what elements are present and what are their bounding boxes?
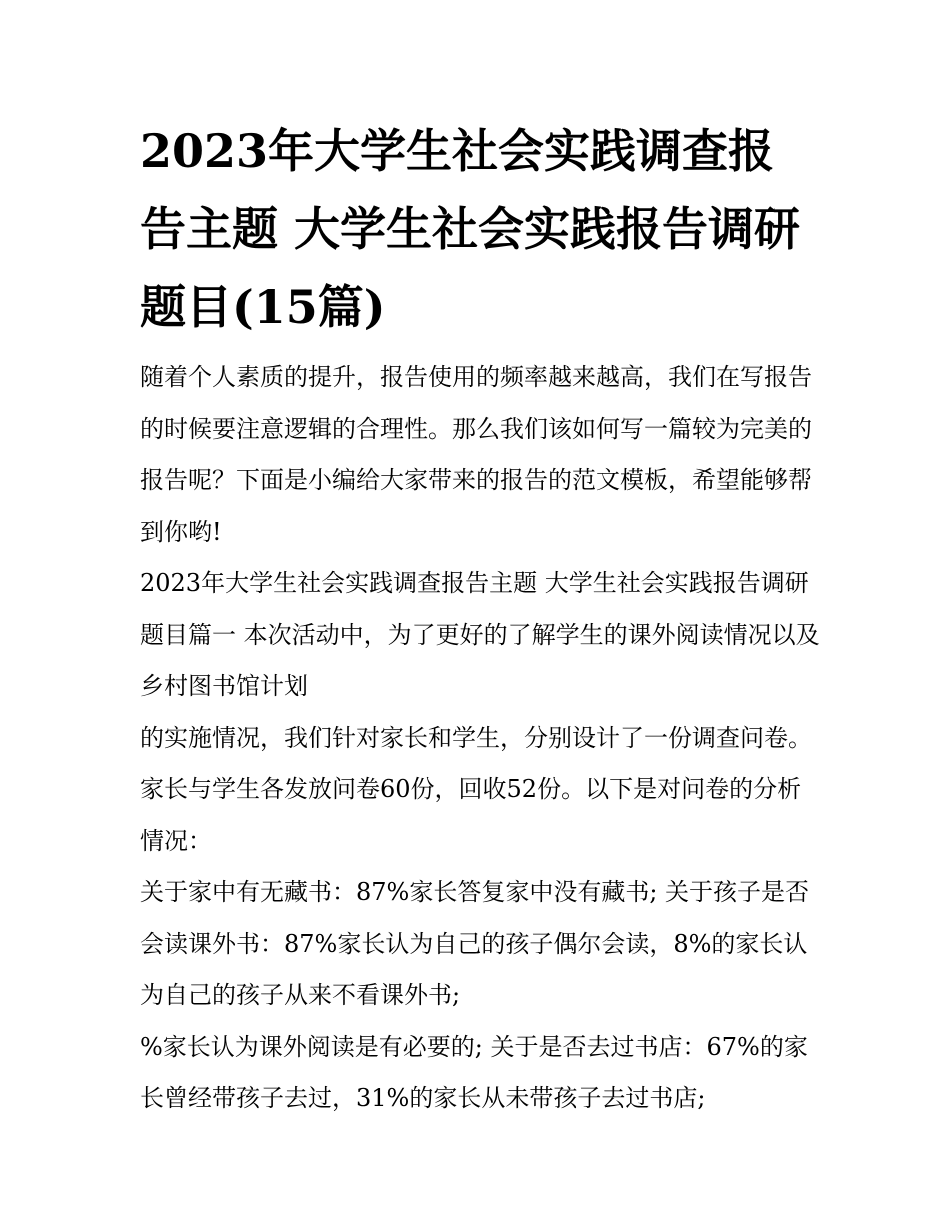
findings-paragraph-2: %家长认为课外阅读是有必要的; 关于是否去过书店：67%的家长曾经带孩子去过，31%的家长从未带孩子去过书店; — [140, 1032, 808, 1112]
findings-paragraph-1: 关于家中有无藏书：87%家长答复家中没有藏书; 关于孩子是否会读课外书：87%家长认为自己的孩子偶尔会读，8%的家长认为自己的孩子从来不看课外书; — [140, 878, 810, 1009]
survey-paragraph: 的实施情况，我们针对家长和学生，分别设计了一份调查问卷。家长与学生各发放问卷60份，回收52份。以下是对问卷的分析情况： — [140, 723, 812, 855]
section-heading-paragraph: 2023年大学生社会实践调查报告主题 大学生社会实践报告调研题目篇一 本次活动中，为了更好的了解学生的课外阅读情况以及 乡村图书馆计划 — [140, 569, 820, 700]
document-title: 2023年大学生社会实践调查报告主题 大学生社会实践报告调研题目(15篇) — [140, 124, 801, 334]
intro-paragraph: 随着个人素质的提升，报告使用的频率越来越高，我们在写报告的时候要注意逻辑的合理性。那么我们该如何写一篇较为完美的报告呢？下面是小编给大家带来的报告的范文模板，希望能够帮到你哟! — [140, 363, 812, 546]
document-page — [140, 112, 820, 1125]
